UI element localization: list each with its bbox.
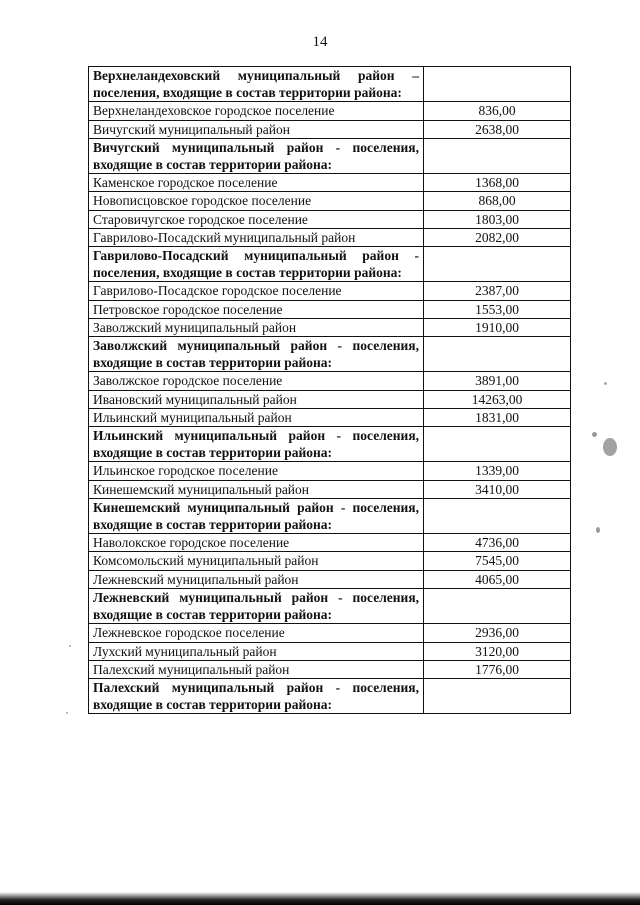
- entity-name-cell: Лухский муниципальный район: [89, 642, 424, 660]
- amount-cell: [424, 247, 571, 282]
- entity-name-cell: Ивановский муниципальный район: [89, 390, 424, 408]
- section-header-row: [89, 138, 571, 173]
- scan-speck: [66, 712, 68, 714]
- entity-name-cell: Кинешемский муниципальный район: [89, 480, 424, 498]
- amount-cell: 7545,00: [424, 552, 571, 570]
- allocation-table: [88, 66, 571, 714]
- entity-name-cell: Палехский муниципальный район: [89, 660, 424, 678]
- scan-speck: [592, 432, 597, 437]
- entity-name-cell: Гаврилово-Посадское городское поселение: [89, 282, 424, 300]
- section-header-row: [89, 337, 571, 372]
- scan-speck: [603, 438, 617, 456]
- section-header-row: [89, 498, 571, 533]
- scan-speck: [69, 645, 71, 647]
- table-row: [89, 642, 571, 660]
- table-row: [89, 390, 571, 408]
- amount-cell: 2936,00: [424, 624, 571, 642]
- amount-cell: 836,00: [424, 102, 571, 120]
- entity-name-cell: Каменское городское поселение: [89, 174, 424, 192]
- table-row: [89, 318, 571, 336]
- table-row: [89, 462, 571, 480]
- amount-cell: 1831,00: [424, 408, 571, 426]
- amount-cell: 2082,00: [424, 228, 571, 246]
- amount-cell: 3410,00: [424, 480, 571, 498]
- entity-name-cell: Лежневское городское поселение: [89, 624, 424, 642]
- table-row: [89, 660, 571, 678]
- table-body: [89, 67, 571, 714]
- table-row: [89, 228, 571, 246]
- table-row: [89, 174, 571, 192]
- scan-speck: [604, 382, 607, 385]
- entity-name-cell: Вичугский муниципальный район: [89, 120, 424, 138]
- entity-name-cell: Заволжский муниципальный район: [89, 318, 424, 336]
- section-header-cell: Лежневский муниципальный район - поселения, входящие в состав территории района:: [89, 588, 424, 623]
- entity-name-cell: Комсомольский муниципальный район: [89, 552, 424, 570]
- amount-cell: 14263,00: [424, 390, 571, 408]
- amount-cell: 1553,00: [424, 300, 571, 318]
- section-header-row: [89, 247, 571, 282]
- amount-cell: 1339,00: [424, 462, 571, 480]
- amount-cell: 3120,00: [424, 642, 571, 660]
- section-header-cell: Верхнеландеховский муниципальный район – поселения, входящие в состав территории района:: [89, 67, 424, 102]
- entity-name-cell: Верхнеландеховское городское поселение: [89, 102, 424, 120]
- section-header-row: [89, 678, 571, 713]
- table-row: [89, 480, 571, 498]
- amount-cell: [424, 67, 571, 102]
- entity-name-cell: Заволжское городское поселение: [89, 372, 424, 390]
- table-row: [89, 570, 571, 588]
- section-header-cell: Ильинский муниципальный район - поселения, входящие в состав территории района:: [89, 427, 424, 462]
- amount-cell: 1368,00: [424, 174, 571, 192]
- page-number: 14: [312, 34, 328, 50]
- table-row: [89, 210, 571, 228]
- table-row: [89, 282, 571, 300]
- amount-cell: 1776,00: [424, 660, 571, 678]
- section-header-cell: Заволжский муниципальный район - поселения, входящие в состав территории района:: [89, 337, 424, 372]
- scan-edge-shadow: [0, 892, 640, 905]
- amount-cell: 868,00: [424, 192, 571, 210]
- entity-name-cell: Новописцовское городское поселение: [89, 192, 424, 210]
- section-header-cell: Кинешемский муниципальный район - поселения, входящие в состав территории района:: [89, 498, 424, 533]
- amount-cell: [424, 678, 571, 713]
- entity-name-cell: Старовичугское городское поселение: [89, 210, 424, 228]
- table-row: [89, 552, 571, 570]
- amount-cell: 2638,00: [424, 120, 571, 138]
- entity-name-cell: Петровское городское поселение: [89, 300, 424, 318]
- amount-cell: [424, 138, 571, 173]
- amount-cell: [424, 498, 571, 533]
- table-row: [89, 408, 571, 426]
- table-row: [89, 624, 571, 642]
- table-row: [89, 534, 571, 552]
- amount-cell: [424, 427, 571, 462]
- table-row: [89, 300, 571, 318]
- section-header-row: [89, 427, 571, 462]
- table-row: [89, 192, 571, 210]
- section-header-cell: Вичугский муниципальный район - поселения, входящие в состав территории района:: [89, 138, 424, 173]
- scan-speck: [596, 527, 600, 533]
- table-row: [89, 372, 571, 390]
- amount-cell: 3891,00: [424, 372, 571, 390]
- section-header-row: [89, 67, 571, 102]
- entity-name-cell: Ильинский муниципальный район: [89, 408, 424, 426]
- table-row: [89, 120, 571, 138]
- amount-cell: 2387,00: [424, 282, 571, 300]
- amount-cell: [424, 337, 571, 372]
- section-header-cell: Гаврилово-Посадский муниципальный район - поселения, входящие в состав территории района:: [89, 247, 424, 282]
- entity-name-cell: Лежневский муниципальный район: [89, 570, 424, 588]
- entity-name-cell: Гаврилово-Посадский муниципальный район: [89, 228, 424, 246]
- amount-cell: [424, 588, 571, 623]
- entity-name-cell: Наволокское городское поселение: [89, 534, 424, 552]
- amount-cell: 4065,00: [424, 570, 571, 588]
- section-header-row: [89, 588, 571, 623]
- section-header-cell: Палехский муниципальный район - поселения, входящие в состав территории района:: [89, 678, 424, 713]
- amount-cell: 1803,00: [424, 210, 571, 228]
- amount-cell: 1910,00: [424, 318, 571, 336]
- table-row: [89, 102, 571, 120]
- entity-name-cell: Ильинское городское поселение: [89, 462, 424, 480]
- amount-cell: 4736,00: [424, 534, 571, 552]
